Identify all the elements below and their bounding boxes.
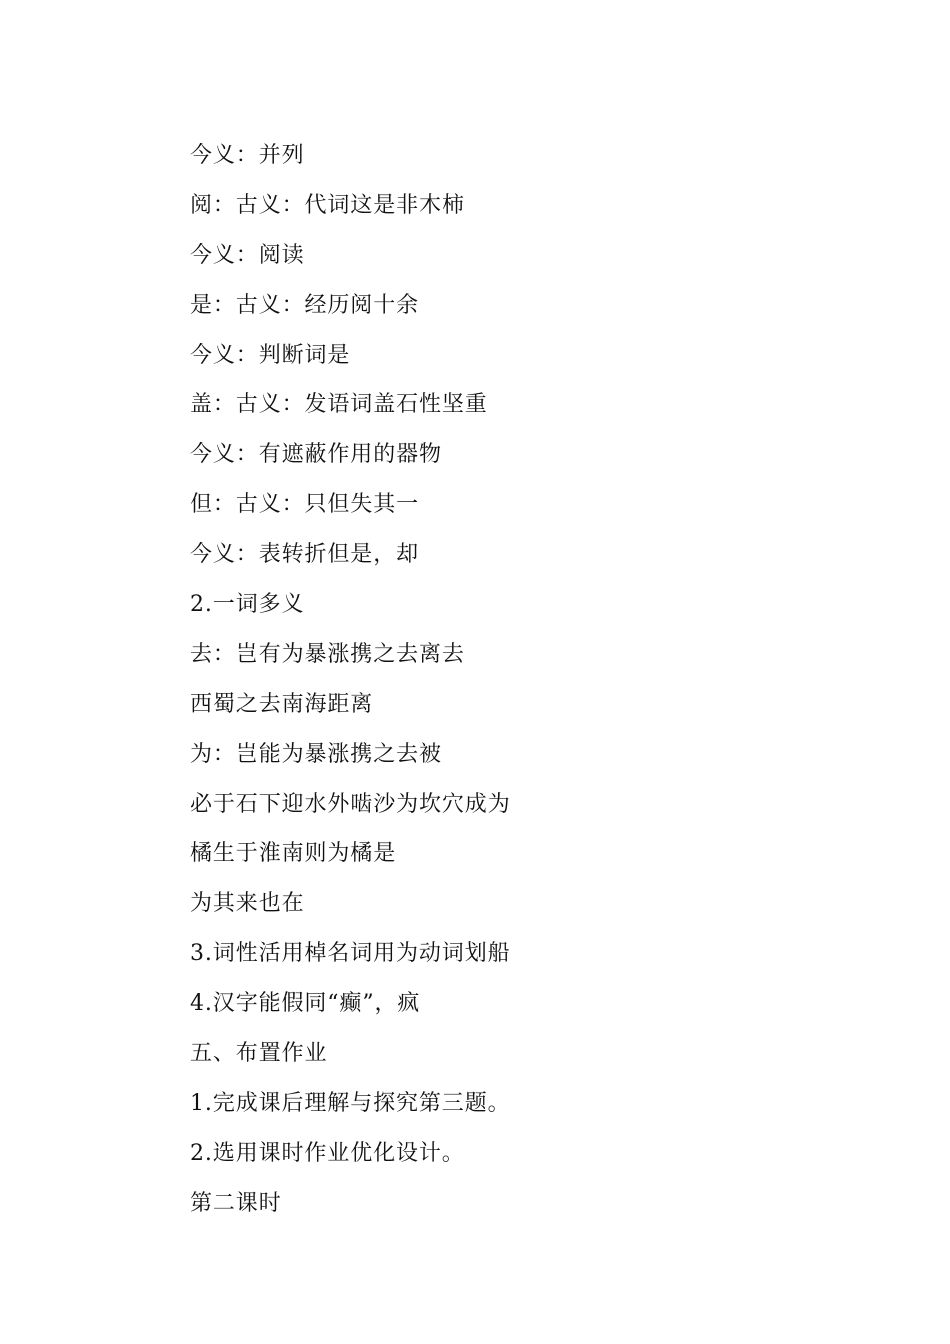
text-line: 橘生于淮南则为橘是 (190, 841, 397, 867)
text-line: 阅：古义：代词这是非木柿 (190, 192, 465, 218)
text-line: 盖：古义：发语词盖石性坚重 (190, 392, 488, 418)
text-line: 但：古义：只但失其一 (190, 492, 420, 518)
section-heading: 4.汉字能假同“癫”，疯 (190, 991, 421, 1017)
section-heading: 2.一词多义 (190, 592, 305, 618)
text-line: 今义：判断词是 (190, 342, 351, 368)
text-line: 西蜀之去南海距离 (190, 691, 374, 717)
text-line: 去：岂有为暴涨携之去离去 (190, 641, 465, 667)
section-heading: 五、布置作业 (190, 1041, 328, 1067)
list-item: 2.选用课时作业优化设计。 (190, 1140, 465, 1166)
text-line: 为：岂能为暴涨携之去被 (190, 741, 442, 767)
section-heading: 3.词性活用棹名词用为动词划船 (190, 941, 511, 967)
text-line: 今义：表转折但是，却 (190, 542, 420, 568)
list-item: 1.完成课后理解与探究第三题。 (190, 1090, 511, 1116)
text-line: 今义：并列 (190, 143, 305, 168)
document-body (190, 131, 810, 1229)
text-line: 今义：阅读 (190, 242, 305, 268)
section-heading: 第二课时 (190, 1190, 282, 1216)
text-line: 今义：有遮蔽作用的器物 (190, 442, 442, 468)
text-line: 为其来也在 (190, 891, 305, 917)
text-line: 是：古义：经历阅十余 (190, 292, 420, 318)
text-line: 必于石下迎水外啮沙为坎穴成为 (190, 791, 511, 817)
